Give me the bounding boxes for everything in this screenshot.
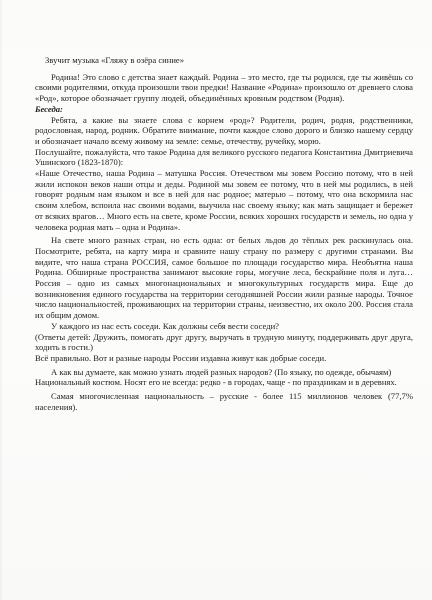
scan-edge-left xyxy=(0,0,2,600)
peoples-question: А как вы думаете, как можно узнать людей разных народов? (По языку, по одежде, обычаям) xyxy=(51,366,392,377)
children-answer: (Ответы детей: Дружить, помогать друг другу, выручать в трудную минуту, поддерживать друг друга, ходить в гости.) xyxy=(35,331,413,353)
music-heading: Звучит музыка «Гляжу в озёра синие» xyxy=(45,55,185,65)
all-right-line: Всё правильно. Вот и разные народы России издавна живут как добрые соседи. xyxy=(35,352,327,363)
costume-paragraph: Национальный костюм. Носят его не всегда: редко - в городах, чаще - по праздникам и в деревнях. xyxy=(35,377,397,388)
beseda-label: Беседа: xyxy=(35,103,63,114)
intro-paragraph: Родина! Это слово с детства знает каждый. Родина – это место, где ты родился, где ты живёшь со своими родителями, откуда произошли твои предки! Название «Родина» произошло от древнего слова «Род», которое обозначает группу людей, объединённых кровным родством (Родня). xyxy=(35,71,413,104)
ushinsky-intro: Послушайте, пожалуйста, что такое Родина для великого русского педагога Константина Дмитриевича Ушинского (1823-1870): xyxy=(35,146,413,168)
countries-paragraph: На свете много разных стран, но есть одна: от белых льдов до тёплых рек раскинулась она. Посмотрите, ребята, на карту мира и сравните нашу страну по размеру с другими странами. Вы видите, что наша страна РОССИЯ, самое большое по площади государство мира. Необъятна наша Родина. Обширные пространства занимают высокие горы, могучие леса, бескрайние поля и луга… Россия – одно из самых многонациональных и многокультурных государств мира. Еще до возникновения единого государства на территории сегодняшней России жили разные народы. Точное число национальностей, проживающих на территории страны, неизвестно, их около 200. Россия стала их общим домом. xyxy=(35,235,413,321)
ushinsky-quote: «Наше Отечество, наша Родина – матушка Россия. Отечеством мы зовем Россию потому, что в ней жили испокон веков наши отцы и деды. Родиной мы зовем ее потому, что в ней мы родились, в ней говорят родным нам языком и все в ней для нас родное; матерью – потому, что она вскормила нас своим хлебом, вспоила нас своими водами, выучила нас своему языку; как мать защищает и бережет от всяких врагов… Много есть на свете, кроме России, всяких хороших государств и земель, но одна у человека родная мать – одна и Родина». xyxy=(35,168,413,232)
neighbors-question: У каждого из нас есть соседи. Как должны себя вести соседи? xyxy=(51,320,279,331)
words-paragraph: Ребята, а какие вы знаете слова с корнем «род»? Родители, родич, родня, родственники, родословная, народ, родник. Обратите внимание, почти каждое слово дорого и близко нашему сердцу и обозначает начало всему живому на земле: семье, отечеству, ручейку, морю. xyxy=(35,114,413,146)
document-body xyxy=(35,55,413,413)
russians-paragraph: Самая многочисленная национальность – русские - более 115 миллионов человек (77,7% населения). xyxy=(35,391,413,412)
